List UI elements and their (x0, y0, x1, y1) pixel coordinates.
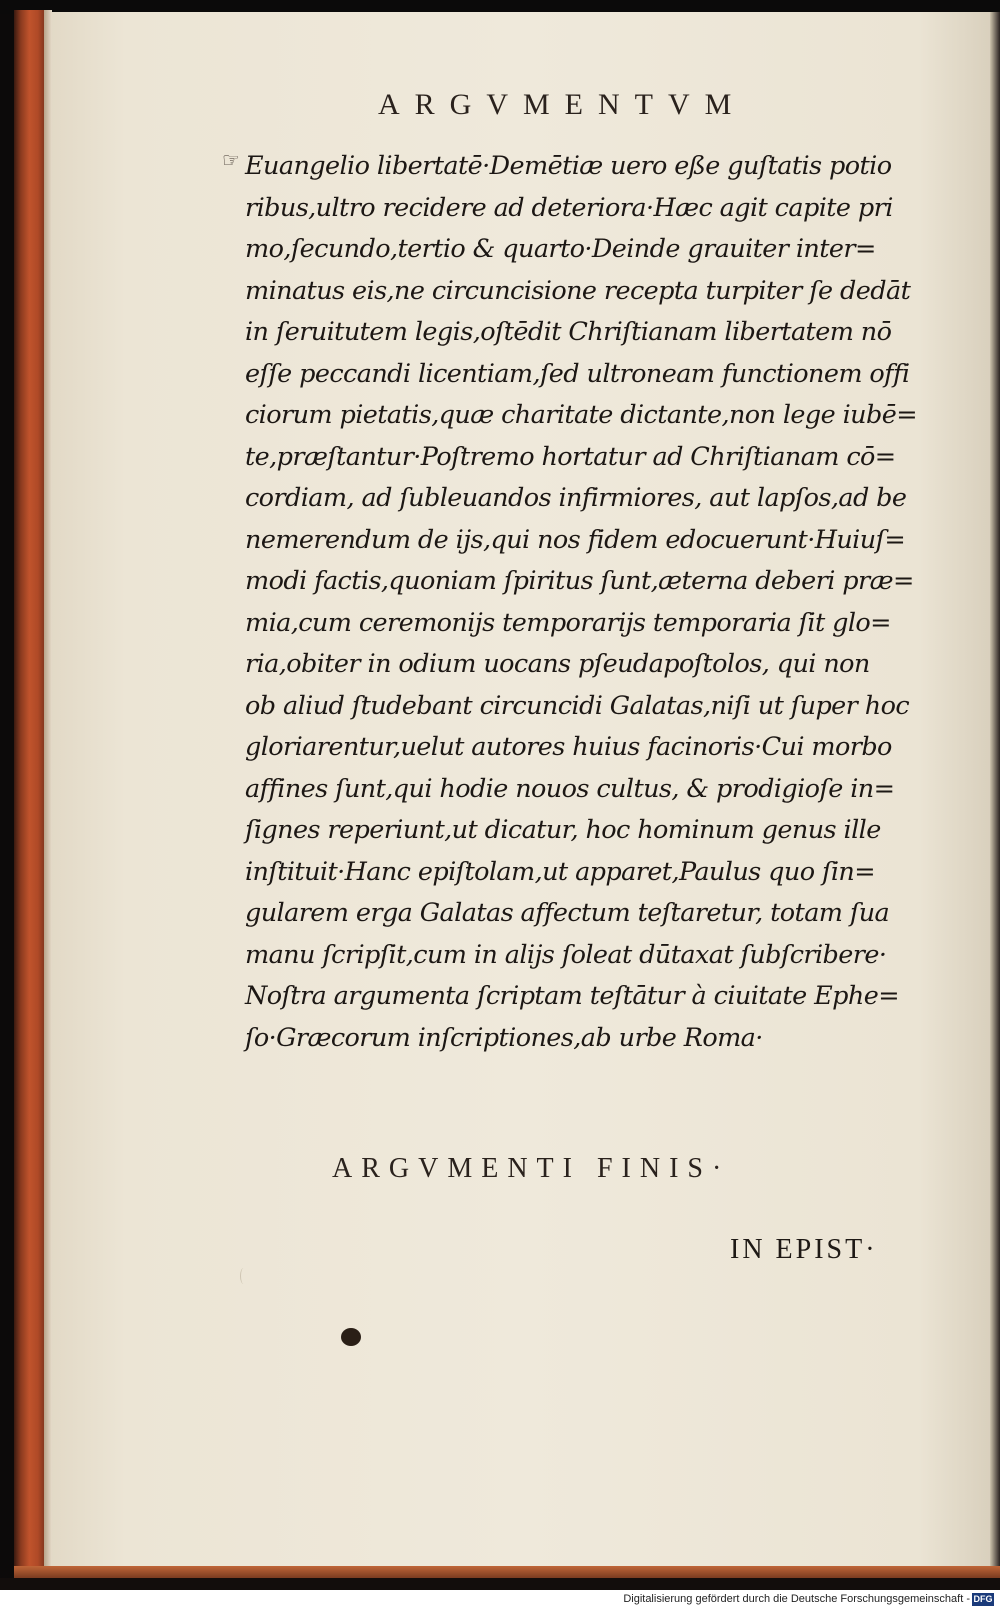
text-line: inſtituit·Hanc epiſtolam,ut apparet,Paulus quo ſin= (245, 856, 875, 887)
text-line: gularem erga Galatas affectum teſtaretur, totam ſua (245, 898, 890, 928)
text-line: ob aliud ſtudebant circuncidi Galatas,niſi ut ſuper hoc (245, 690, 910, 721)
text-line: ſignes reperiunt,ut dicatur, hoc hominum genus ille (245, 815, 881, 845)
text-line: ciorum pietatis,quæ charitate dictante,non lege iubē= (245, 400, 917, 430)
book-binding (14, 10, 48, 1570)
argument-end-heading: ARGVMENTI FINIS· (332, 1153, 731, 1184)
text-line: modi factis,quoniam ſpiritus ſunt,æterna deberi præ= (245, 566, 914, 596)
page-edge-shadow (990, 12, 1000, 1572)
text-line: Euangelio libertatē·Demētiæ uero eße guſtatis potio (245, 151, 892, 181)
footer-bar (0, 1590, 1000, 1611)
body-text (245, 146, 925, 1059)
text-line: mo,ſecundo,tertio & quarto·Deinde grauiter inter= (245, 234, 876, 264)
text-line: cordiam, ad ſubleuandos infirmiores, aut lapſos,ad be (245, 483, 907, 513)
text-line: nemerendum de ijs,qui nos fidem edocuerunt·Huiuſ= (245, 524, 906, 555)
text-line: ribus,ultro recidere ad deteriora·Hæc agit capite pri (245, 192, 893, 223)
footer-credit: Digitalisierung gefördert durch die Deutsche Forschungsgemeinschaft - (623, 1593, 970, 1605)
text-line: manu ſcripſit,cum in alijs ſoleat dūtaxat ſubſcribere· (245, 939, 887, 970)
text-line: ſo·Græcorum inſcriptiones,ab urbe Roma· (245, 1022, 763, 1053)
text-line: te,præſtantur·Poſtremo hortatur ad Chriſtianam cō= (245, 441, 896, 472)
text-line: gloriarentur,uelut autores huius facinoris·Cui morbo (245, 732, 892, 762)
text-line: ria,obiter in odium uocans pſeudapoſtolos, qui non (245, 649, 870, 679)
faint-mark (240, 1268, 247, 1284)
text-line: eſſe peccandi licentiam,ſed ultroneam functionem offi (245, 358, 910, 389)
ink-blot (341, 1328, 361, 1346)
dfg-logo-icon: DFG (973, 1594, 993, 1604)
running-head: ARGVMENTVM (378, 88, 747, 121)
book-bottom-edge (14, 1566, 1000, 1578)
text-line: minatus eis,ne circuncisione recepta turpiter ſe dedāt (245, 275, 911, 306)
text-line: mia,cum ceremonijs temporarijs temporaria ſit glo= (245, 607, 891, 638)
catchword: IN EPIST· (730, 1234, 878, 1265)
scanner-border-bottom (0, 1578, 1000, 1590)
pointing-hand-icon: ☞ (222, 148, 240, 172)
page-gutter (44, 10, 52, 1570)
text-line: Noſtra argumenta ſcriptam teſtātur à ciuitate Ephe= (245, 981, 899, 1011)
text-line: affines ſunt,qui hodie nouos cultus, & prodigioſe in= (245, 773, 895, 804)
text-line: in ſeruitutem legis,oſtēdit Chriſtianam libertatem nō (245, 317, 892, 347)
